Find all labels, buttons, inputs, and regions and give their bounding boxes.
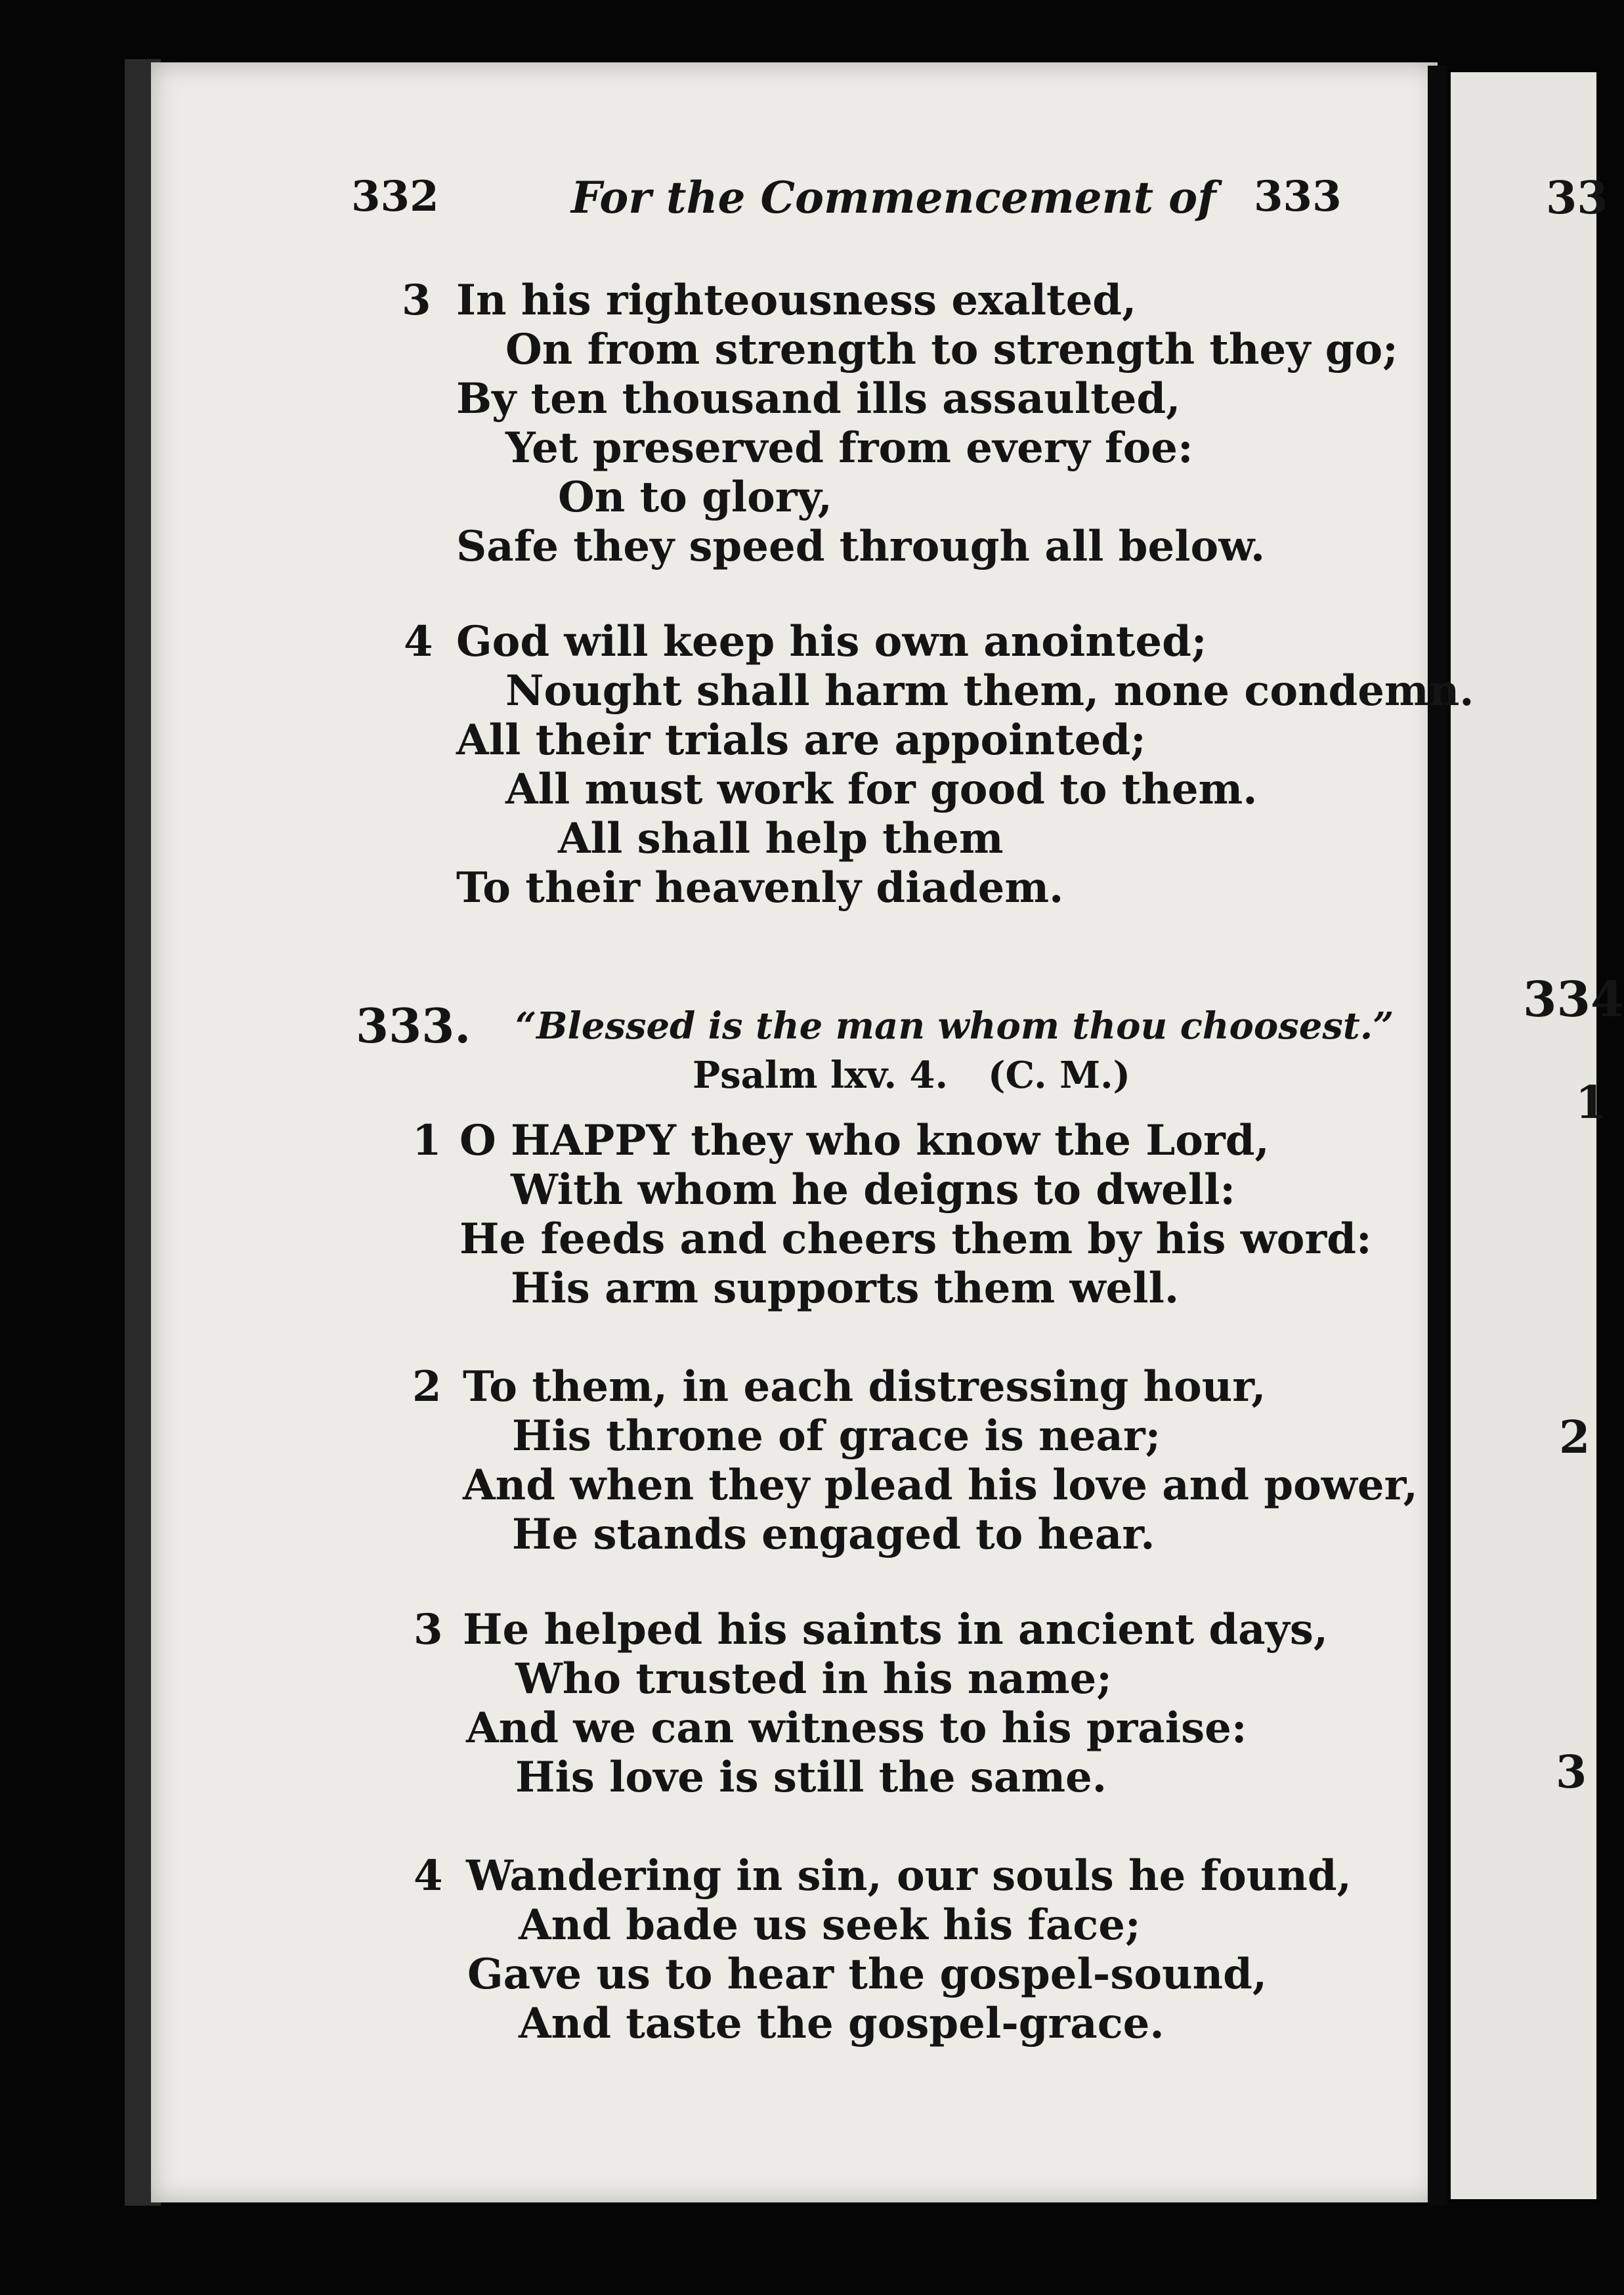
verse-line: His arm supports them well. bbox=[511, 1264, 1180, 1313]
next-page-number: 33 bbox=[1546, 172, 1608, 225]
verse-line: Nought shall harm them, none condemn. bbox=[505, 666, 1474, 716]
verse-line: All shall help them bbox=[558, 814, 1004, 863]
verse-line: His love is still the same. bbox=[515, 1753, 1107, 1802]
verse-line: He stands engaged to hear. bbox=[512, 1510, 1155, 1559]
verse-number: 4 bbox=[404, 617, 433, 666]
verse-line: His throne of grace is near; bbox=[512, 1411, 1161, 1461]
next-verse-number: 3 bbox=[1556, 1746, 1587, 1799]
verse-line: He helped his saints in ancient days, bbox=[463, 1605, 1329, 1654]
verse-line: Who trusted in his name; bbox=[515, 1654, 1112, 1704]
verse-line: With whom he deigns to dwell: bbox=[511, 1165, 1235, 1214]
verse-line: Gave us to hear the gospel-sound, bbox=[467, 1950, 1268, 1999]
verse-line: And bade us seek his face; bbox=[519, 1900, 1141, 1950]
verse-line: To their heavenly diadem. bbox=[456, 863, 1064, 912]
left-page-number: 332 bbox=[351, 172, 439, 221]
verse-number: 3 bbox=[402, 276, 431, 325]
running-head: For the Commencement of bbox=[571, 172, 1216, 223]
verse-line: By ten thousand ills assaulted, bbox=[456, 374, 1181, 423]
verse-line: In his righteousness exalted, bbox=[456, 276, 1137, 325]
hymn-number: 333. bbox=[356, 998, 471, 1054]
next-hymn-number: 334 bbox=[1523, 972, 1624, 1028]
next-page-edge bbox=[1451, 72, 1596, 2199]
verse-number: 1 bbox=[412, 1116, 442, 1165]
meter-label: (C. M.) bbox=[988, 1054, 1131, 1097]
verse-number: 3 bbox=[414, 1605, 443, 1654]
verse-line: O HAPPY they who know the Lord, bbox=[459, 1116, 1270, 1165]
hymn-title: “Blessed is the man whom thou choosest.” bbox=[515, 1004, 1394, 1048]
verse-number: 4 bbox=[414, 1851, 443, 1900]
verse-line: And taste the gospel-grace. bbox=[519, 1999, 1165, 2048]
verse-line: On from strength to strength they go; bbox=[505, 325, 1398, 374]
verse-line: And we can witness to his praise: bbox=[466, 1704, 1247, 1753]
verse-line: On to glory, bbox=[558, 473, 832, 522]
verse-line: He feeds and cheers them by his word: bbox=[459, 1214, 1372, 1264]
verse-line: Safe they speed through all below. bbox=[456, 522, 1266, 571]
verse-line: God will keep his own anointed; bbox=[456, 617, 1207, 666]
next-verse-number: 1 bbox=[1575, 1077, 1607, 1129]
verse-line: To them, in each distressing hour, bbox=[463, 1362, 1266, 1411]
verse-number: 2 bbox=[412, 1362, 442, 1411]
verse-line: All must work for good to them. bbox=[505, 765, 1258, 814]
right-page-number: 333 bbox=[1254, 172, 1342, 221]
scripture-reference: Psalm lxv. 4. bbox=[693, 1054, 948, 1097]
verse-line: Yet preserved from every foe: bbox=[505, 423, 1193, 473]
verse-line: Wandering in sin, our souls he found, bbox=[466, 1851, 1352, 1900]
verse-line: All their trials are appointed; bbox=[456, 716, 1146, 765]
book-gutter bbox=[1428, 66, 1447, 2206]
next-verse-number: 2 bbox=[1559, 1411, 1591, 1464]
verse-line: And when they plead his love and power, bbox=[463, 1461, 1418, 1510]
